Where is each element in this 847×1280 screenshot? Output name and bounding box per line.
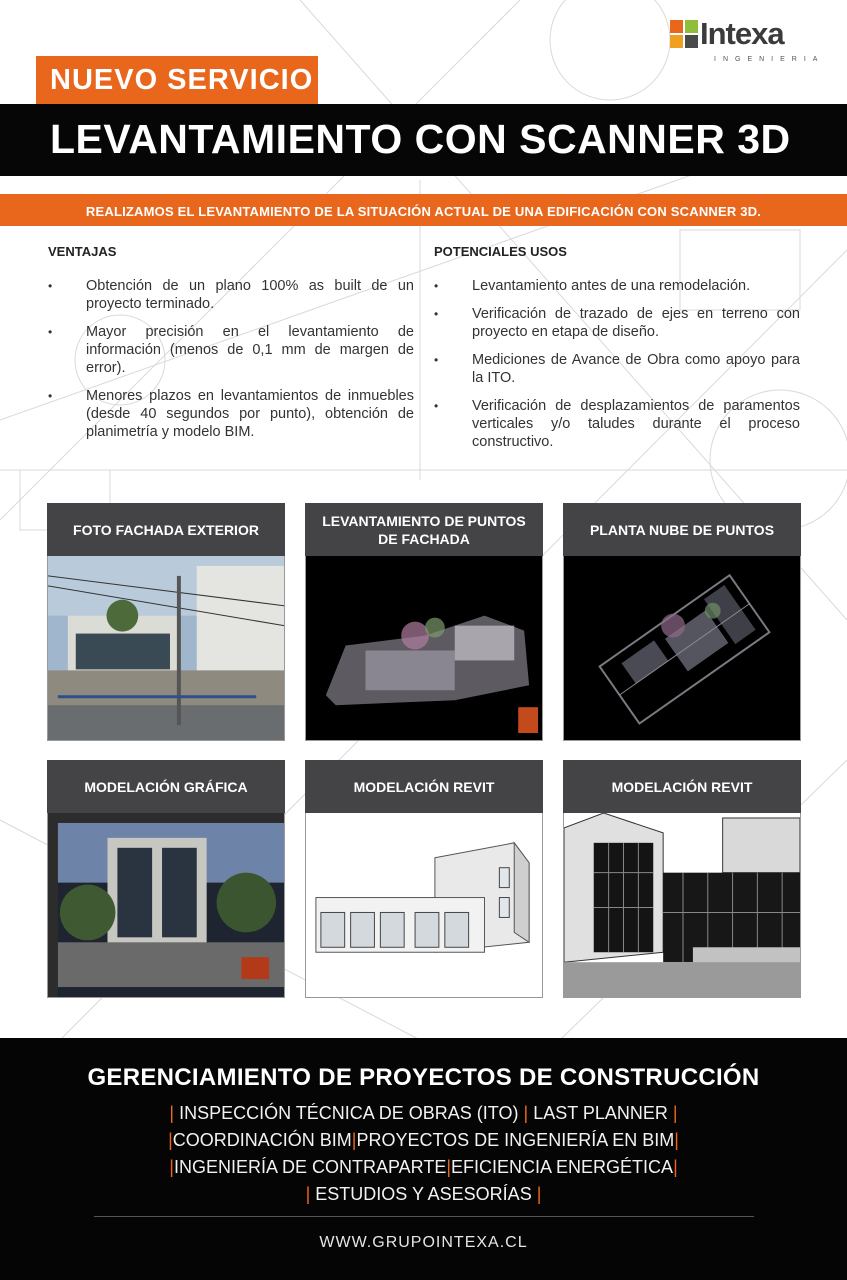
uso-item: • Verificación de desplazamientos de paramentos verticales y/o taludes durante el proceso constructivo. bbox=[434, 397, 800, 451]
panel-title: MODELACIÓN REVIT bbox=[305, 760, 543, 813]
logo-wordmark: Intexa bbox=[700, 16, 784, 51]
ventaja-item: • Menores plazos en levantamientos de inmuebles (desde 40 segundos por punto), obtención de planimetría y modelo BIM. bbox=[48, 387, 414, 441]
panel-graphic-modeling bbox=[47, 760, 285, 998]
panel-revit-model-2 bbox=[563, 760, 801, 998]
point-cloud-facade-image bbox=[305, 556, 543, 741]
panel-title: MODELACIÓN REVIT bbox=[563, 760, 801, 813]
ventaja-item: • Obtención de un plano 100% as built de un proyecto terminado. bbox=[48, 277, 414, 313]
uso-item: • Levantamiento antes de una remodelación. bbox=[434, 277, 800, 295]
footer-title: GERENCIAMIENTO DE PROYECTOS DE CONSTRUCCIÓN bbox=[87, 1064, 760, 1091]
revit-model-image-1 bbox=[305, 813, 543, 998]
logo-mark-icon bbox=[670, 20, 698, 48]
point-cloud-plan-image bbox=[563, 556, 801, 741]
panel-revit-model-1 bbox=[305, 760, 543, 998]
panel-facade-photo bbox=[47, 503, 285, 741]
usos-heading: POTENCIALES USOS bbox=[434, 244, 567, 259]
page-title: LEVANTAMIENTO CON SCANNER 3D bbox=[0, 104, 847, 176]
uso-item: • Verificación de trazado de ejes en terreno con proyecto en etapa de diseño. bbox=[434, 305, 800, 341]
services-list: | INSPECCIÓN TÉCNICA DE OBRAS (ITO) | LAST PLANNER | |COORDINACIÓN BIM|PROYECTOS DE INGENIERÍA EN BIM| |INGENIERÍA DE CONTRAPARTE|EFICIENCIA ENERGÉTICA| | ESTUDIOS Y ASESORÍAS | bbox=[168, 1103, 679, 1204]
panel-title: LEVANTAMIENTO DE PUNTOS DE FACHADA bbox=[305, 503, 543, 556]
ventajas-heading: VENTAJAS bbox=[48, 244, 117, 259]
panel-title: MODELACIÓN GRÁFICA bbox=[47, 760, 285, 813]
graphic-modeling-image bbox=[47, 813, 285, 998]
new-service-tag: NUEVO SERVICIO bbox=[36, 56, 318, 104]
panel-title: FOTO FACHADA EXTERIOR bbox=[47, 503, 285, 556]
panel-point-cloud-plan bbox=[563, 503, 801, 741]
facade-photo bbox=[47, 556, 285, 741]
page-subtitle: REALIZAMOS EL LEVANTAMIENTO DE LA SITUACIÓN ACTUAL DE UNA EDIFICACIÓN CON SCANNER 3D. bbox=[0, 194, 847, 226]
ventajas-section bbox=[48, 244, 414, 451]
uso-item: • Mediciones de Avance de Obra como apoyo para la ITO. bbox=[434, 351, 800, 387]
ventaja-item: • Mayor precisión en el levantamiento de información (menos de 0,1 mm de margen de error). bbox=[48, 323, 414, 377]
usos-section bbox=[434, 244, 800, 461]
service-item: INGENIERÍA DE CONTRAPARTE bbox=[173, 1157, 447, 1177]
footer bbox=[0, 1038, 847, 1280]
website-link[interactable]: WWW.GRUPOINTEXA.CL bbox=[319, 1234, 528, 1251]
logo-subtitle: INGENIERIA bbox=[714, 56, 825, 63]
panel-title: PLANTA NUBE DE PUNTOS bbox=[563, 503, 801, 556]
service-item: LAST PLANNER bbox=[533, 1103, 668, 1123]
service-item: EFICIENCIA ENERGÉTICA bbox=[451, 1157, 674, 1177]
service-item: PROYECTOS DE INGENIERÍA EN BIM bbox=[356, 1130, 675, 1150]
footer-divider bbox=[94, 1216, 754, 1217]
intexa-logo bbox=[670, 16, 825, 68]
panel-point-cloud-facade bbox=[305, 503, 543, 741]
revit-model-image-2 bbox=[563, 813, 801, 998]
service-item: COORDINACIÓN BIM bbox=[172, 1130, 352, 1150]
service-item: ESTUDIOS Y ASESORÍAS bbox=[315, 1184, 532, 1204]
service-item: INSPECCIÓN TÉCNICA DE OBRAS (ITO) bbox=[179, 1103, 519, 1123]
